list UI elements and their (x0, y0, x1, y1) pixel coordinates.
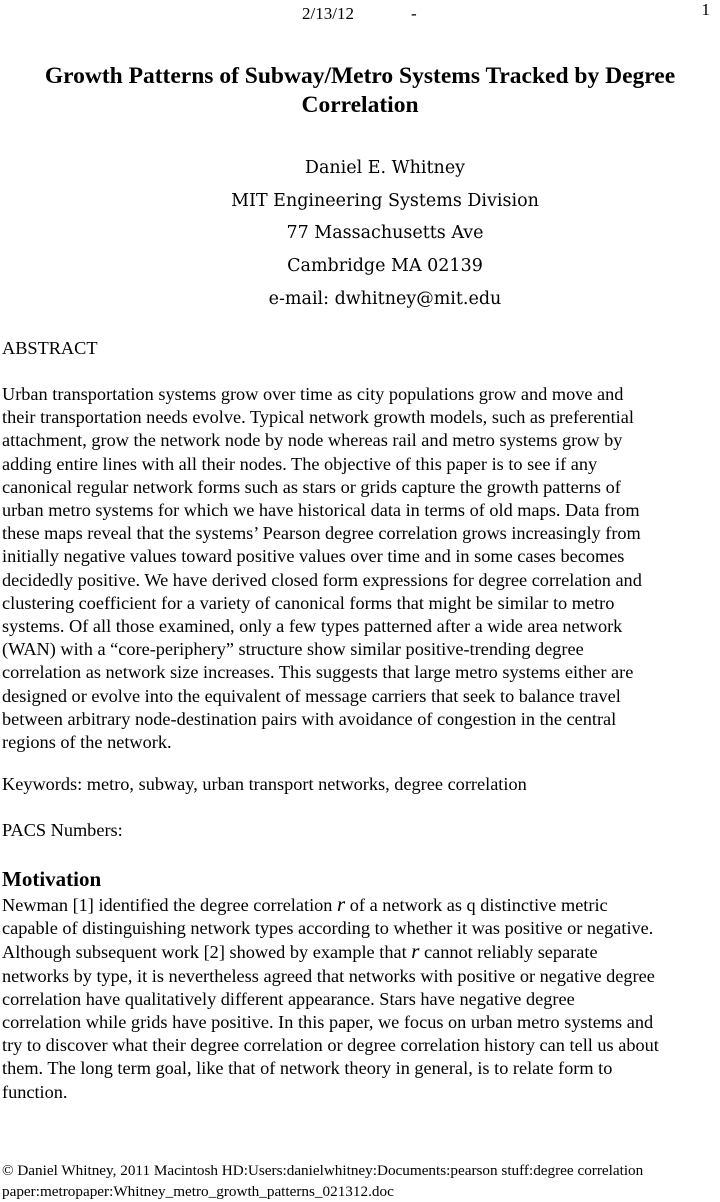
author-name: Daniel E. Whitney (230, 152, 540, 185)
motivation-line: try to discover what their degree correlation or degree correlation history can tell us about (2, 1034, 720, 1057)
section-heading-motivation: Motivation (2, 867, 101, 892)
abstract-line: attachment, grow the network node by node whereas rail and metro systems grow by (2, 429, 720, 452)
abstract-line: designed or evolve into the equivalent of message carriers that seek to balance travel (2, 685, 720, 708)
motivation-body (2, 893, 720, 1104)
motivation-line: correlation while grids have positive. In this paper, we focus on urban metro systems and (2, 1011, 720, 1034)
r-symbol: r (411, 939, 419, 963)
title-line: Correlation (0, 91, 720, 120)
motivation-line: capable of distinguishing network types according to whether it was positive or negative. (2, 917, 720, 940)
text-run: Newman [1] identified the degree correlation (2, 895, 337, 915)
footer (2, 1161, 720, 1202)
motivation-line (2, 893, 720, 917)
author-street: 77 Massachusetts Ave (230, 217, 540, 250)
paper-title (0, 62, 720, 120)
abstract-line: decidedly positive. We have derived closed form expressions for degree correlation and (2, 569, 720, 592)
abstract-line: these maps reveal that the systems’ Pearson degree correlation grows increasingly from (2, 522, 720, 545)
footer-line: paper:metropaper:Whitney_metro_growth_patterns_021312.doc (2, 1182, 720, 1202)
abstract-body (2, 383, 720, 754)
abstract-line: systems. Of all those examined, only a few types patterned after a wide area network (2, 615, 720, 638)
abstract-line: between arbitrary node-destination pairs with avoidance of congestion in the central (2, 708, 720, 731)
abstract-heading: ABSTRACT (2, 338, 98, 359)
author-city: Cambridge MA 02139 (230, 250, 540, 283)
page-number: 1 (702, 0, 711, 20)
text-run: cannot reliably separate (419, 942, 597, 962)
title-line: Growth Patterns of Subway/Metro Systems Tracked by Degree (0, 62, 720, 91)
author-block (230, 152, 540, 316)
keywords: Keywords: metro, subway, urban transport networks, degree correlation (2, 774, 527, 795)
abstract-line: (WAN) with a “core-periphery” structure show similar positive-trending degree (2, 638, 720, 661)
abstract-line: adding entire lines with all their nodes. The objective of this paper is to see if any (2, 453, 720, 476)
abstract-line: their transportation needs evolve. Typical network growth models, such as preferential (2, 406, 720, 429)
motivation-line: them. The long term goal, like that of network theory in general, is to relate form to (2, 1057, 720, 1080)
abstract-line: regions of the network. (2, 731, 720, 754)
abstract-line: clustering coefficient for a variety of canonical forms that might be similar to metro (2, 592, 720, 615)
abstract-line: Urban transportation systems grow over time as city populations grow and move and (2, 383, 720, 406)
author-email: e-mail: dwhitney@mit.edu (230, 283, 540, 316)
motivation-line: networks by type, it is nevertheless agreed that networks with positive or negative degree (2, 965, 720, 988)
header-date: 2/13/12 (302, 4, 354, 24)
abstract-line: canonical regular network forms such as stars or grids capture the growth patterns of (2, 476, 720, 499)
motivation-line: correlation have qualitatively different appearance. Stars have negative degree (2, 988, 720, 1011)
author-affiliation: MIT Engineering Systems Division (230, 185, 540, 218)
abstract-line: correlation as network size increases. This suggests that large metro systems either are (2, 661, 720, 684)
text-run: Although subsequent work [2] showed by example that (2, 942, 411, 962)
abstract-line: initially negative values toward positive values over time and in some cases becomes (2, 545, 720, 568)
r-symbol: r (337, 892, 345, 916)
motivation-line: function. (2, 1081, 720, 1104)
header-dash: - (411, 4, 417, 24)
pacs-numbers: PACS Numbers: (2, 820, 123, 841)
motivation-line (2, 940, 720, 964)
abstract-line: urban metro systems for which we have historical data in terms of old maps. Data from (2, 499, 720, 522)
text-run: of a network as q distinctive metric (345, 895, 607, 915)
footer-line: © Daniel Whitney, 2011 Macintosh HD:Users:danielwhitney:Documents:pearson stuff:degree correlation (2, 1161, 720, 1182)
